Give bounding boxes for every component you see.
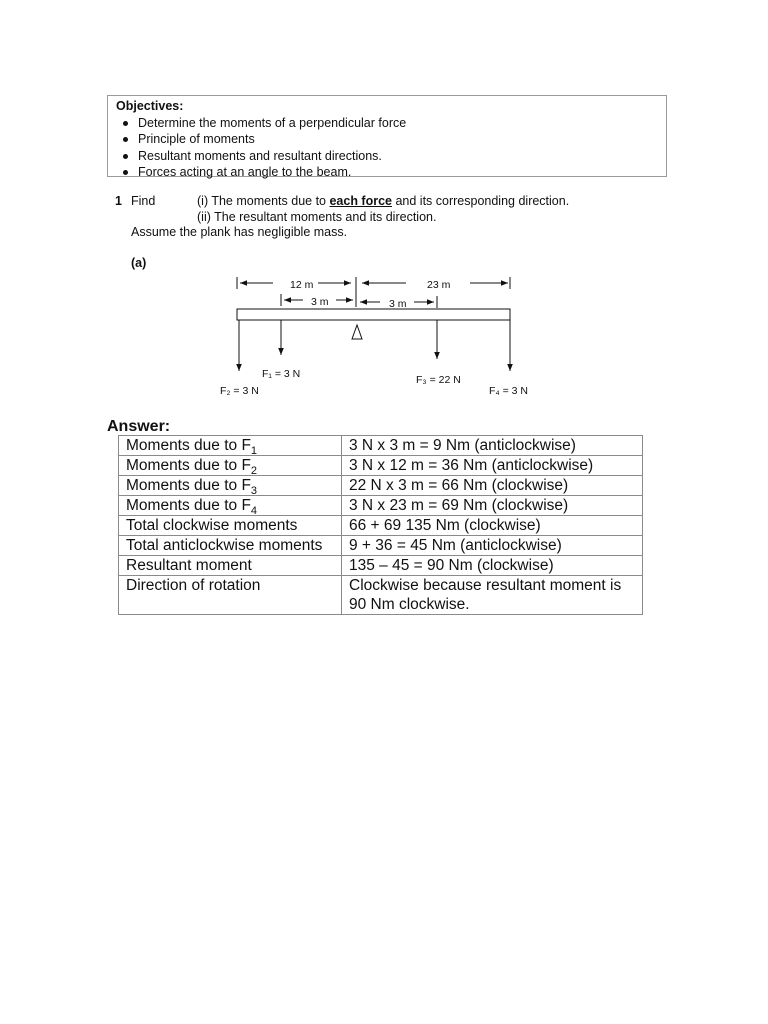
question-assumption: Assume the plank has negligible mass. — [131, 225, 348, 239]
table-row — [119, 476, 643, 496]
table-row — [119, 556, 643, 576]
table-row — [119, 536, 643, 556]
row-label: Direction of rotation — [119, 576, 342, 615]
force-f4-label: F₄ = 3 N — [489, 385, 529, 397]
objective-item: Determine the moments of a perpendicular force — [138, 115, 658, 132]
objectives-title: Objectives: — [116, 99, 184, 113]
question-part-label: (a) — [131, 256, 147, 270]
pivot-icon — [352, 325, 362, 339]
row-label: Moments due to $F_1$ — [119, 436, 342, 456]
table-row — [119, 436, 643, 456]
row-value: Clockwise because resultant moment is 90 Nm clockwise. — [342, 576, 643, 615]
dim-left-inner-label: 3 m — [311, 296, 329, 308]
row-label: Total anticlockwise moments — [119, 536, 342, 556]
question-find: Find — [131, 194, 156, 208]
part-i-text-end: and its corresponding direction. — [392, 194, 570, 208]
answer-table — [118, 435, 643, 615]
row-value: 22 N x 3 m = 66 Nm (clockwise) — [342, 476, 643, 496]
row-label: Total clockwise moments — [119, 516, 342, 536]
question-part-ii: (ii) The resultant moments and its direction. — [197, 210, 437, 224]
dim-right-outer-label: 23 m — [427, 279, 451, 291]
dim-left-outer-label: 12 m — [290, 279, 314, 291]
force-f3-label: F₃ = 22 N — [416, 374, 461, 386]
table-row — [119, 516, 643, 536]
objective-item: Resultant moments and resultant directions. — [138, 148, 658, 165]
answer-heading: Answer: — [107, 418, 171, 435]
part-i-emphasis: each force — [329, 194, 392, 208]
row-label: Moments due to $F_3$ — [119, 476, 342, 496]
row-label: Moments due to $F_4$ — [119, 496, 342, 516]
table-row — [119, 496, 643, 516]
dim-right-inner-label: 3 m — [389, 298, 407, 310]
force-f2-label: F₂ = 3 N — [220, 385, 259, 397]
table-row — [119, 576, 643, 615]
row-value: 3 N x 3 m = 9 Nm (anticlockwise) — [342, 436, 643, 456]
row-value: 135 – 45 = 90 Nm (clockwise) — [342, 556, 643, 576]
force-f1-label: F₁ = 3 N — [262, 368, 301, 380]
plank — [237, 309, 510, 320]
row-value: 3 N x 12 m = 36 Nm (anticlockwise) — [342, 456, 643, 476]
objective-item: Forces acting at an angle to the beam. — [138, 164, 658, 181]
part-i-text: (i) The moments due to — [197, 194, 330, 208]
objective-item: Principle of moments — [138, 131, 658, 148]
row-value: 9 + 36 = 45 Nm (anticlockwise) — [342, 536, 643, 556]
row-value: 3 N x 23 m = 69 Nm (clockwise) — [342, 496, 643, 516]
row-value: 66 + 69 135 Nm (clockwise) — [342, 516, 643, 536]
table-row — [119, 456, 643, 476]
row-label: Resultant moment — [119, 556, 342, 576]
question-number: 1 — [115, 194, 122, 208]
row-label: Moments due to $F_2$ — [119, 456, 342, 476]
